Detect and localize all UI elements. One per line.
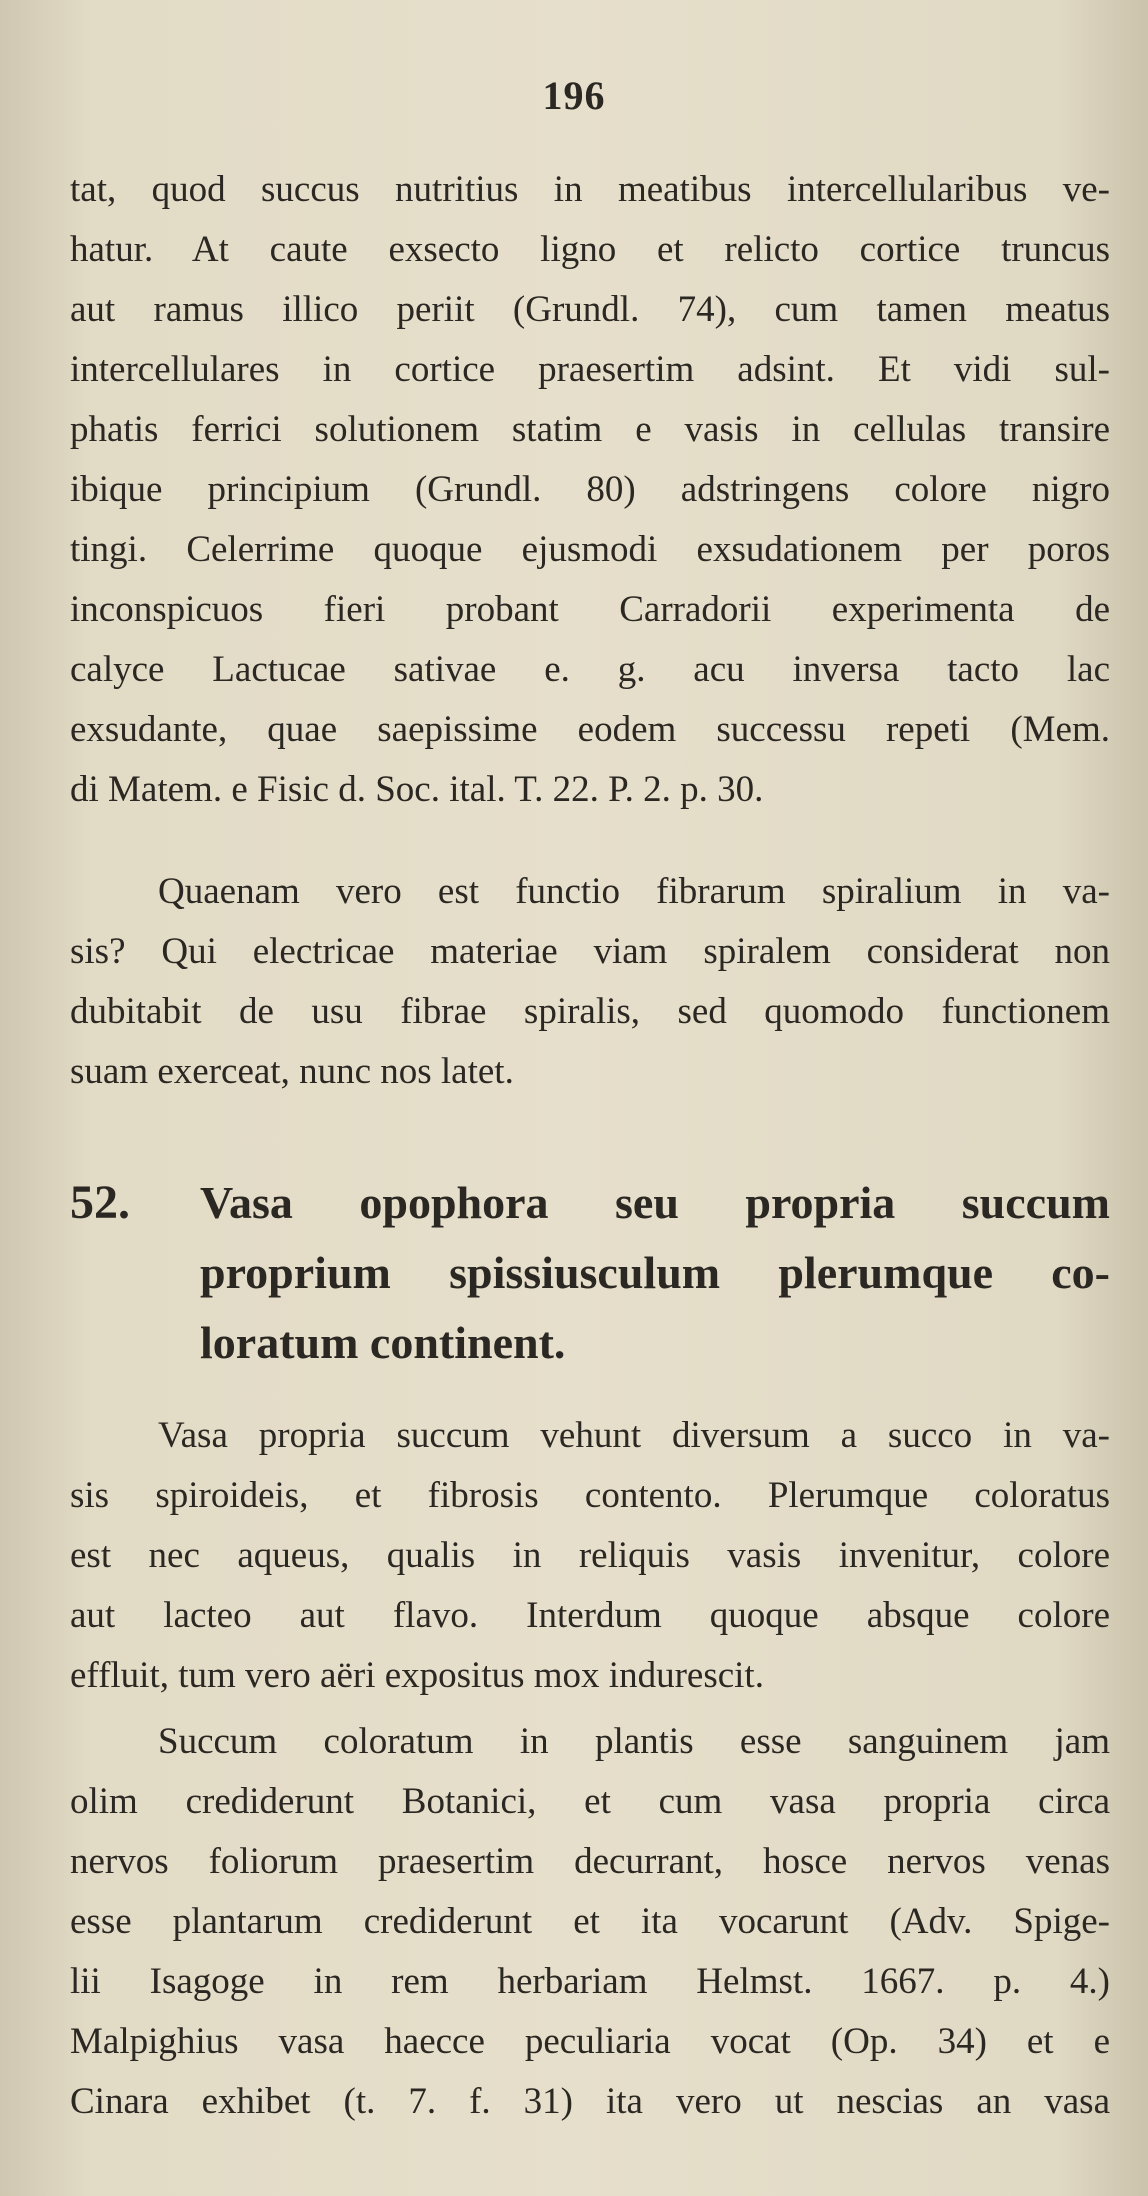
text-line: Cinara exhibet (t. 7. f. 31) ita vero ut nescias an vasa	[70, 2081, 1110, 2122]
text-line: Succum coloratum in plantis esse sanguinem jam	[158, 1721, 1110, 1762]
text-line: aut ramus illico periit (Grundl. 74), cum tamen meatus	[70, 289, 1110, 330]
text-line: intercellulares in cortice praesertim adsint. Et vidi sul-	[70, 349, 1110, 390]
text-line: olim crediderunt Botanici, et cum vasa propria circa	[70, 1781, 1110, 1822]
text-line: tingi. Celerrime quoque ejusmodi exsudationem per poros	[70, 529, 1110, 570]
text-line: sis? Qui electricae materiae viam spiralem considerat non	[70, 931, 1110, 972]
text-line: nervos foliorum praesertim decurrant, hosce nervos venas	[70, 1841, 1110, 1882]
section-number: 52.	[70, 1176, 130, 1229]
text-line: Malpighius vasa haecce peculiaria vocat (Op. 34) et e	[70, 2021, 1110, 2062]
text-line: Quaenam vero est functio fibrarum spiralium in va-	[158, 871, 1110, 912]
text-line: exsudante, quae saepissime eodem successu repeti (Mem.	[70, 709, 1110, 750]
text-line: ibique principium (Grundl. 80) adstringens colore nigro	[70, 469, 1110, 510]
text-line: est nec aqueus, qualis in reliquis vasis invenitur, colore	[70, 1535, 1110, 1576]
text-line: hatur. At caute exsecto ligno et relicto cortice truncus	[70, 229, 1110, 270]
heading-line: loratum continent.	[200, 1317, 566, 1368]
text-line: aut lacteo aut flavo. Interdum quoque absque colore	[70, 1595, 1110, 1636]
heading-line: Vasa opophora seu propria succum	[200, 1177, 1110, 1228]
text-line: calyce Lactucae sativae e. g. acu inversa tacto lac	[70, 649, 1110, 690]
section-title	[200, 1168, 1110, 1378]
text-line: effluit, tum vero aëri expositus mox indurescit.	[70, 1655, 764, 1696]
text-line: inconspicuos fieri probant Carradorii experimenta de	[70, 589, 1110, 630]
paragraph-2	[70, 862, 1110, 1102]
text-line: dubitabit de usu fibrae spiralis, sed quomodo functionem	[70, 991, 1110, 1032]
text-line: tat, quod succus nutritius in meatibus intercellularibus ve-	[70, 169, 1110, 210]
text-line: lii Isagoge in rem herbariam Helmst. 1667. p. 4.)	[70, 1961, 1110, 2002]
paragraph-1	[70, 160, 1110, 820]
paragraph-4	[70, 1712, 1110, 2132]
text-line: sis spiroideis, et fibrosis contento. Plerumque coloratus	[70, 1475, 1110, 1516]
heading-line: proprium spissiusculum plerumque co-	[200, 1247, 1110, 1298]
text-line: Vasa propria succum vehunt diversum a succo in va-	[158, 1415, 1110, 1456]
text-line: suam exerceat, nunc nos latet.	[70, 1051, 514, 1092]
page-number: 196	[542, 73, 606, 118]
text-line: phatis ferrici solutionem statim e vasis in cellulas transire	[70, 409, 1110, 450]
text-line: di Matem. e Fisic d. Soc. ital. T. 22. P. 2. p. 30.	[70, 769, 764, 810]
text-line: esse plantarum crediderunt et ita vocarunt (Adv. Spige-	[70, 1901, 1110, 1942]
paragraph-3	[70, 1406, 1110, 1706]
